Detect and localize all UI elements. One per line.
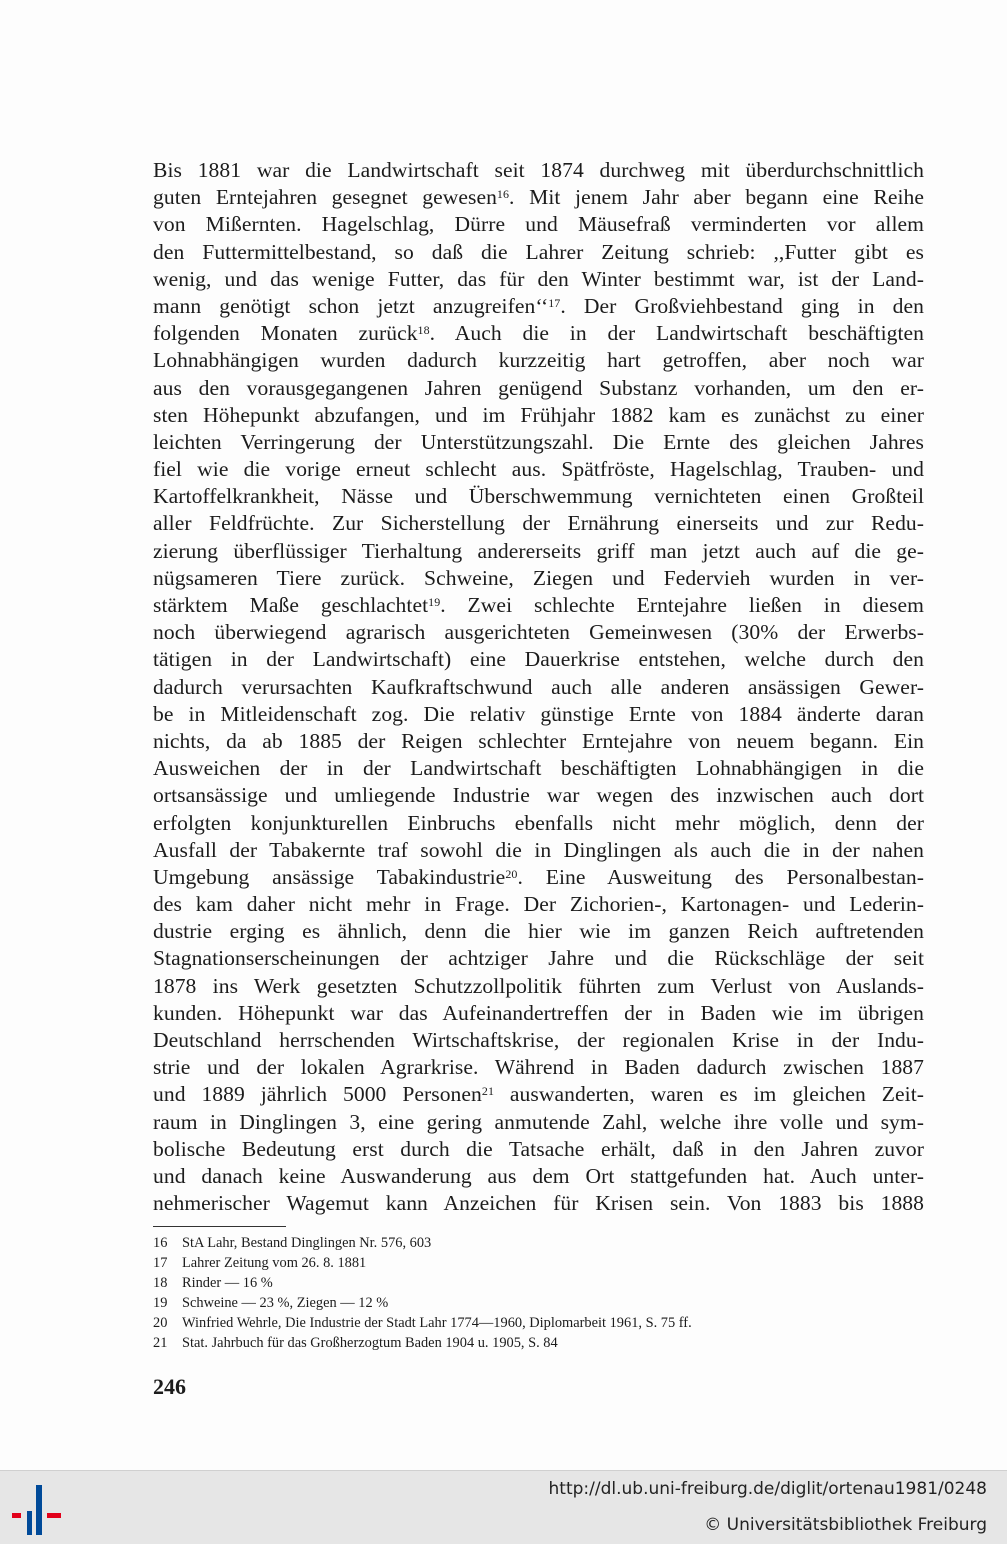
body-line — [153, 565, 924, 592]
body-line — [153, 619, 924, 646]
text-run: leichten Verringerung der Unterstützungszahl. Die Ernte des gleichen Jahres — [153, 429, 924, 454]
footnote-number: 20 — [153, 1315, 168, 1331]
text-run: den Futtermittelbestand, so daß die Lahrer Zeitung schrieb: ,,Futter gibt es — [153, 239, 924, 264]
text-run: ortsansässige und umliegende Industrie war wegen des inzwischen auch dort — [153, 783, 924, 808]
text-run: nichts, da ab 1885 der Reigen schlechter Erntejahre von neuem begann. Ein — [153, 728, 924, 753]
body-line — [153, 239, 924, 266]
footnote-ref: 17 — [548, 295, 561, 310]
text-run: tätigen in der Landwirtschaft) eine Dauerkrise entstehen, welche durch den — [153, 647, 924, 672]
footnote-text: Lahrer Zeitung vom 26. 8. 1881 — [182, 1255, 367, 1271]
page-number: 246 — [153, 1374, 186, 1399]
text-run: . Auch die in der Landwirtschaft beschäftigten — [429, 321, 924, 346]
text-run: . Der Großviehbestand ging in den — [560, 293, 924, 318]
footnote-number: 16 — [153, 1235, 168, 1251]
text-run: Stagnationserscheinungen der achtziger Jahre und die Rückschläge der seit — [153, 946, 924, 971]
footnotes — [153, 1233, 924, 1353]
footnote-ref: 20 — [505, 866, 518, 881]
body-line — [153, 375, 924, 402]
body-line — [153, 1109, 924, 1136]
copyright-notice: © Universitätsbibliothek Freiburg — [704, 1515, 987, 1535]
footnote-text: Winfried Wehrle, Die Industrie der Stadt Lahr 1774—1960, Diplomarbeit 1961, S. 75 ff. — [182, 1315, 692, 1331]
footnote — [153, 1333, 924, 1353]
text-run: Lohnabhängigen wurden dadurch kurzzeitig hart getroffen, aber noch war — [153, 348, 924, 373]
text-run: wenig, und das wenige Futter, das für den Winter bestimmt war, ist der Land- — [153, 266, 924, 291]
text-run: Ausfall der Tabakernte traf sowohl die in Dinglingen als auch die in der nahen — [153, 837, 924, 862]
footnote-number: 18 — [153, 1275, 168, 1291]
footnote-text: Schweine — 23 %, Ziegen — 12 % — [182, 1295, 389, 1311]
footnote-divider — [153, 1226, 286, 1227]
footnote-ref: 21 — [481, 1084, 494, 1099]
body-line — [153, 810, 924, 837]
footnote-text: Stat. Jahrbuch für das Großherzogtum Baden 1904 u. 1905, S. 84 — [182, 1335, 558, 1351]
text-run: . Eine Ausweitung des Personalbestan- — [517, 864, 924, 889]
text-run: bolische Bedeutung erst durch die Tatsache erhält, daß in den Jahren zuvor — [153, 1136, 924, 1161]
body-line — [153, 1190, 924, 1217]
text-run: stärktem Maße geschlachtet — [153, 593, 429, 617]
body-line — [153, 1000, 924, 1027]
text-run: . Zwei schlechte Erntejahre ließen in diesem — [440, 593, 924, 617]
body-line — [153, 728, 924, 755]
body-line — [153, 646, 924, 673]
text-run: noch überwiegend agrarisch ausgerichteten Gemeinwesen (30% der Erwerbs- — [153, 620, 924, 645]
text-run: 1878 ins Werk gesetzten Schutzzollpolitik führten zum Verlust von Auslands- — [153, 973, 924, 998]
body-text — [153, 157, 924, 1217]
permalink-url[interactable]: http://dl.ub.uni-freiburg.de/diglit/ortenau1981/0248 — [548, 1479, 987, 1499]
text-run: guten Erntejahren gesegnet gewesen — [153, 185, 497, 210]
footnote-text: Rinder — 16 % — [182, 1275, 273, 1291]
body-line — [153, 293, 924, 320]
footnote-ref: 18 — [417, 323, 430, 338]
footnote — [153, 1273, 924, 1293]
footnote-ref: 19 — [428, 595, 441, 609]
text-run: Umgebung ansässige Tabakindustrie — [153, 864, 506, 889]
text-run: nehmerischer Wagemut kann Anzeichen für Krisen sein. Von 1883 bis 1888 — [153, 1191, 924, 1216]
text-run: sten Höhepunkt abzufangen, und im Frühjahr 1882 kam es zunächst zu einer — [153, 402, 924, 427]
text-run: dadurch verursachten Kaufkraftschwund auch alle anderen ansässigen Gewer- — [153, 674, 924, 699]
footnote — [153, 1253, 924, 1273]
text-run: folgenden Monaten zurück — [153, 321, 418, 346]
text-run: Kartoffelkrankheit, Nässe und Überschwemmung vernichteten einen Großteil — [153, 484, 924, 509]
text-run: raum in Dinglingen 3, eine gering anmutende Zahl, welche ihre volle und sym- — [153, 1109, 924, 1134]
body-line — [153, 1136, 924, 1163]
body-line — [153, 157, 924, 184]
footnote-number: 17 — [153, 1255, 168, 1271]
text-run: erfolgten konjunkturellen Einbruchs ebenfalls nicht mehr möglich, denn der — [153, 810, 924, 835]
text-run: auswanderten, waren es im gleichen Zeit- — [494, 1082, 924, 1107]
text-run: mann genötigt schon jetzt anzugreifen‘‘ — [153, 293, 549, 318]
body-line — [153, 891, 924, 918]
body-line — [153, 674, 924, 701]
footnote-number: 21 — [153, 1335, 168, 1351]
text-run: . Mit jenem Jahr aber begann eine Reihe — [509, 185, 924, 210]
body-line — [153, 1163, 924, 1190]
body-line — [153, 320, 924, 347]
text-run: fiel wie die vorige erneut schlecht aus. Spätfröste, Hagelschlag, Trauben- und — [153, 457, 924, 482]
body-line — [153, 1054, 924, 1081]
body-line — [153, 945, 924, 972]
text-run: aller Feldfrüchte. Zur Sicherstellung der Ernährung einerseits und zur Redu- — [153, 511, 924, 536]
text-run: aus den vorausgegangenen Jahren genügend Substanz vorhanden, um den er- — [153, 375, 924, 400]
text-run: be in Mitleidenschaft zog. Die relativ günstige Ernte von 1884 änderte daran — [153, 701, 924, 726]
text-run: Bis 1881 war die Landwirtschaft seit 1874 durchweg mit überdurchschnittlich — [153, 158, 924, 182]
text-run: strie und der lokalen Agrarkrise. Während in Baden dadurch zwischen 1887 — [153, 1055, 924, 1080]
text-run: und danach keine Auswanderung aus dem Ort stattgefunden hat. Auch unter- — [153, 1163, 924, 1188]
body-line — [153, 456, 924, 483]
body-line — [153, 347, 924, 374]
ub-freiburg-logo-icon — [10, 1482, 64, 1538]
body-line — [153, 402, 924, 429]
body-line — [153, 538, 924, 565]
body-line — [153, 973, 924, 1000]
footnote-ref: 16 — [496, 187, 510, 202]
body-line — [153, 701, 924, 728]
body-line — [153, 1027, 924, 1054]
viewer-footer — [0, 1470, 1007, 1544]
body-line — [153, 510, 924, 537]
text-run: dustrie erging es ähnlich, denn die hier wie im ganzen Reich auftretenden — [153, 919, 924, 944]
text-run: Deutschland herrschenden Wirtschaftskrise, der regionalen Krise in der Indu- — [153, 1028, 924, 1052]
text-run: Ausweichen der in der Landwirtschaft beschäftigten Lohnabhängigen in die — [153, 756, 924, 781]
text-run: kunden. Höhepunkt war das Aufeinandertreffen der in Baden wie im übrigen — [153, 1000, 924, 1025]
footnote — [153, 1293, 924, 1313]
text-run: von Mißernten. Hagelschlag, Dürre und Mäusefraß verminderten vor allem — [153, 212, 924, 237]
footnote-number: 19 — [153, 1295, 168, 1311]
text-run: und 1889 jährlich 5000 Personen — [153, 1082, 482, 1107]
body-line — [153, 592, 924, 619]
body-line — [153, 755, 924, 782]
footnote — [153, 1233, 924, 1253]
body-line — [153, 483, 924, 510]
body-line — [153, 918, 924, 945]
body-line — [153, 429, 924, 456]
text-run: zierung überflüssiger Tierhaltung andererseits griff man jetzt auch auf die ge- — [153, 538, 924, 563]
text-run: des kam daher nicht mehr in Frage. Der Zichorien-, Kartonagen- und Lederin- — [153, 892, 924, 917]
text-run: nügsameren Tiere zurück. Schweine, Ziegen und Federvieh wurden in ver- — [153, 565, 924, 590]
body-line — [153, 211, 924, 238]
body-line — [153, 864, 924, 891]
body-line — [153, 782, 924, 809]
body-line — [153, 184, 924, 211]
footnote — [153, 1313, 924, 1333]
body-line — [153, 266, 924, 293]
footnote-text: StA Lahr, Bestand Dinglingen Nr. 576, 603 — [182, 1235, 432, 1251]
body-line — [153, 1081, 924, 1108]
body-line — [153, 837, 924, 864]
